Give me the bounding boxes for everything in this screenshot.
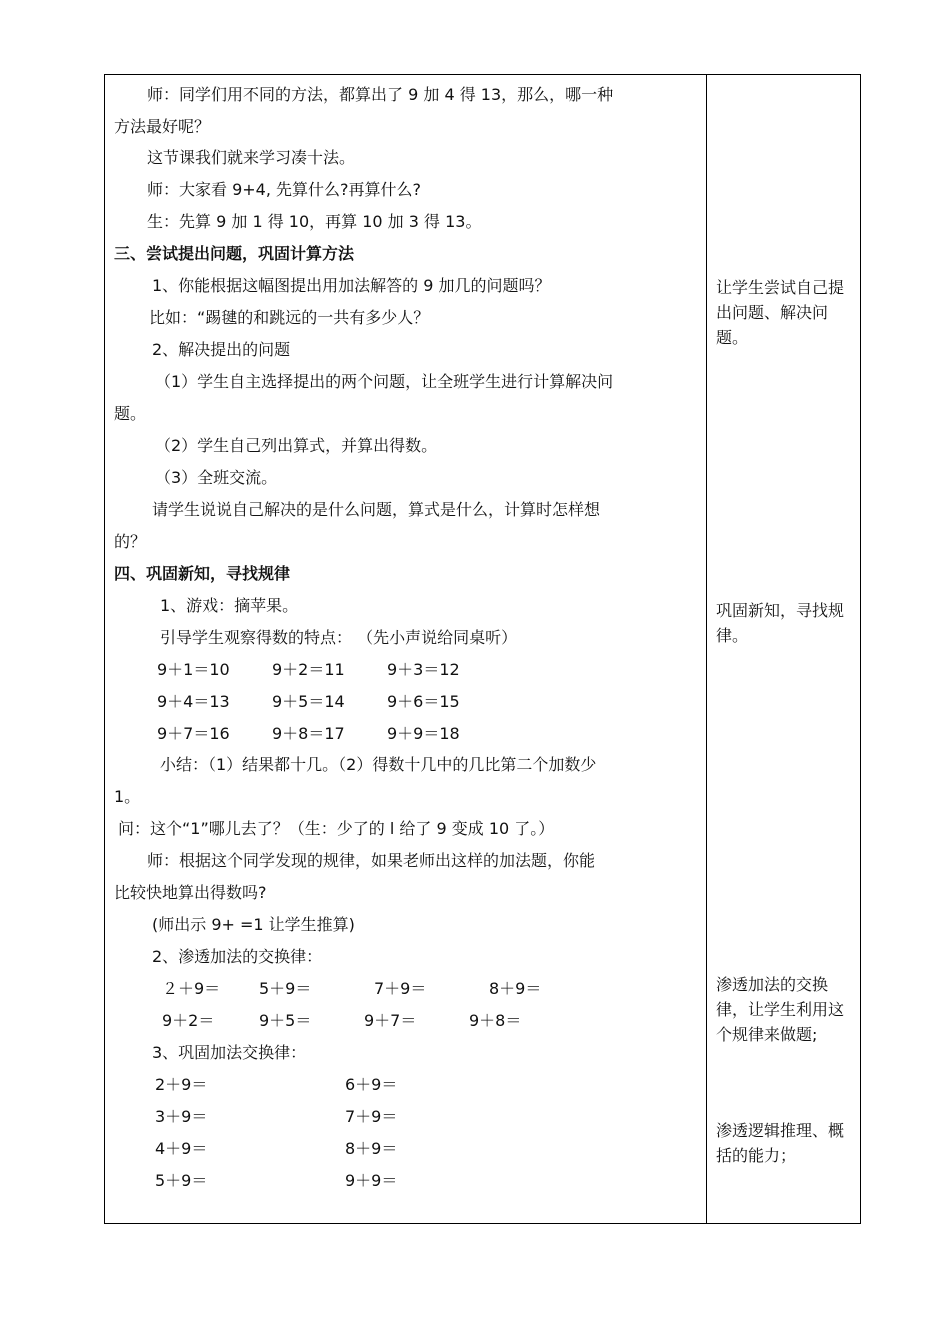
text-line: 比如：“踢毽的和跳远的一共有多少人？ bbox=[149, 308, 430, 327]
text-line: 引导学生观察得数的特点： （先小声说给同桌听） bbox=[160, 628, 518, 647]
text-line: 方法最好呢？ bbox=[114, 117, 211, 136]
equation: 5＋9＝ bbox=[259, 979, 312, 998]
text-line: 请学生说说自己解决的是什么问题，算式是什么，计算时怎样想 bbox=[152, 500, 601, 519]
equation: 8＋9＝ bbox=[489, 979, 542, 998]
equation: 9＋6＝15 bbox=[387, 692, 460, 711]
equation: 9＋3＝12 bbox=[387, 660, 460, 679]
equation: ２＋9＝ bbox=[162, 979, 221, 998]
note-text: 让学生尝试自己提出问题、解决问题。 bbox=[716, 278, 845, 347]
note-text: 渗透逻辑推理、概括的能力； bbox=[716, 1121, 845, 1165]
text-line: 生：先算 9 加 1 得 10，再算 10 加 3 得 13。 bbox=[147, 212, 482, 231]
text-line: （3）全班交流。 bbox=[155, 468, 278, 487]
text-line: 1。 bbox=[114, 787, 141, 806]
note-text: 巩固新知，寻找规律。 bbox=[716, 601, 845, 645]
equation: 9＋8＝17 bbox=[272, 724, 345, 743]
text-line: （1）学生自主选择提出的两个问题，让全班学生进行计算解决问 bbox=[155, 372, 614, 391]
text-line: 1、你能根据这幅图提出用加法解答的 9 加几的问题吗？ bbox=[152, 276, 551, 295]
equation: 3＋9＝ bbox=[155, 1107, 208, 1126]
equation: 9＋2＝11 bbox=[272, 660, 345, 679]
text-line: 3、巩固加法交换律： bbox=[152, 1043, 307, 1062]
section-heading: 四、巩固新知，寻找规律 bbox=[114, 564, 291, 583]
text-line: 1、游戏：摘苹果。 bbox=[160, 596, 299, 615]
text-line: 题。 bbox=[114, 404, 147, 423]
text-line: 问：这个“1”哪儿去了？（生：少了的 l 给了 9 变成 10 了。） bbox=[118, 819, 555, 838]
equation: 9＋7＝ bbox=[364, 1011, 417, 1030]
text-line: (师出示 9+ =1 让学生推算) bbox=[152, 915, 355, 934]
equation: 9＋5＝ bbox=[259, 1011, 312, 1030]
text-line: 比较快地算出得数吗? bbox=[114, 883, 267, 902]
equation: 9＋4＝13 bbox=[157, 692, 230, 711]
equation: 9＋8＝ bbox=[469, 1011, 522, 1030]
equation: 9＋5＝14 bbox=[272, 692, 345, 711]
text-line: 这节课我们就来学习凑十法。 bbox=[147, 148, 356, 167]
text-line: 师：根据这个同学发现的规律，如果老师出这样的加法题，你能 bbox=[147, 851, 596, 870]
text-line: 小结：（1）结果都十几。（2）得数十几中的几比第二个加数少 bbox=[160, 755, 597, 774]
text-line: 2、解决提出的问题 bbox=[152, 340, 291, 359]
equation: 9＋9＝18 bbox=[387, 724, 460, 743]
equation: 6＋9＝ bbox=[345, 1075, 398, 1094]
equation: 7＋9＝ bbox=[374, 979, 427, 998]
equation: 9＋7＝16 bbox=[157, 724, 230, 743]
equation: 8＋9＝ bbox=[345, 1139, 398, 1158]
text-line: 2、渗透加法的交换律： bbox=[152, 947, 323, 966]
text-line: 师：大家看 9+4, 先算什么?再算什么? bbox=[147, 180, 422, 199]
column-divider bbox=[706, 75, 707, 1223]
text-line: 师：同学们用不同的方法，都算出了 9 加 4 得 13，那么，哪一种 bbox=[147, 85, 614, 104]
equation: 9＋1＝10 bbox=[157, 660, 230, 679]
equation: 5＋9＝ bbox=[155, 1171, 208, 1190]
equation: 7＋9＝ bbox=[345, 1107, 398, 1126]
text-line: 的？ bbox=[114, 532, 147, 551]
lesson-plan-table bbox=[104, 74, 861, 1224]
equation: 9＋2＝ bbox=[162, 1011, 215, 1030]
note-text: 渗透加法的交换律，让学生利用这个规律来做题; bbox=[716, 975, 845, 1044]
section-heading: 三、尝试提出问题，巩固计算方法 bbox=[114, 244, 355, 263]
text-line: （2）学生自己列出算式，并算出得数。 bbox=[155, 436, 438, 455]
equation: 9＋9＝ bbox=[345, 1171, 398, 1190]
equation: 2＋9＝ bbox=[155, 1075, 208, 1094]
equation: 4＋9＝ bbox=[155, 1139, 208, 1158]
